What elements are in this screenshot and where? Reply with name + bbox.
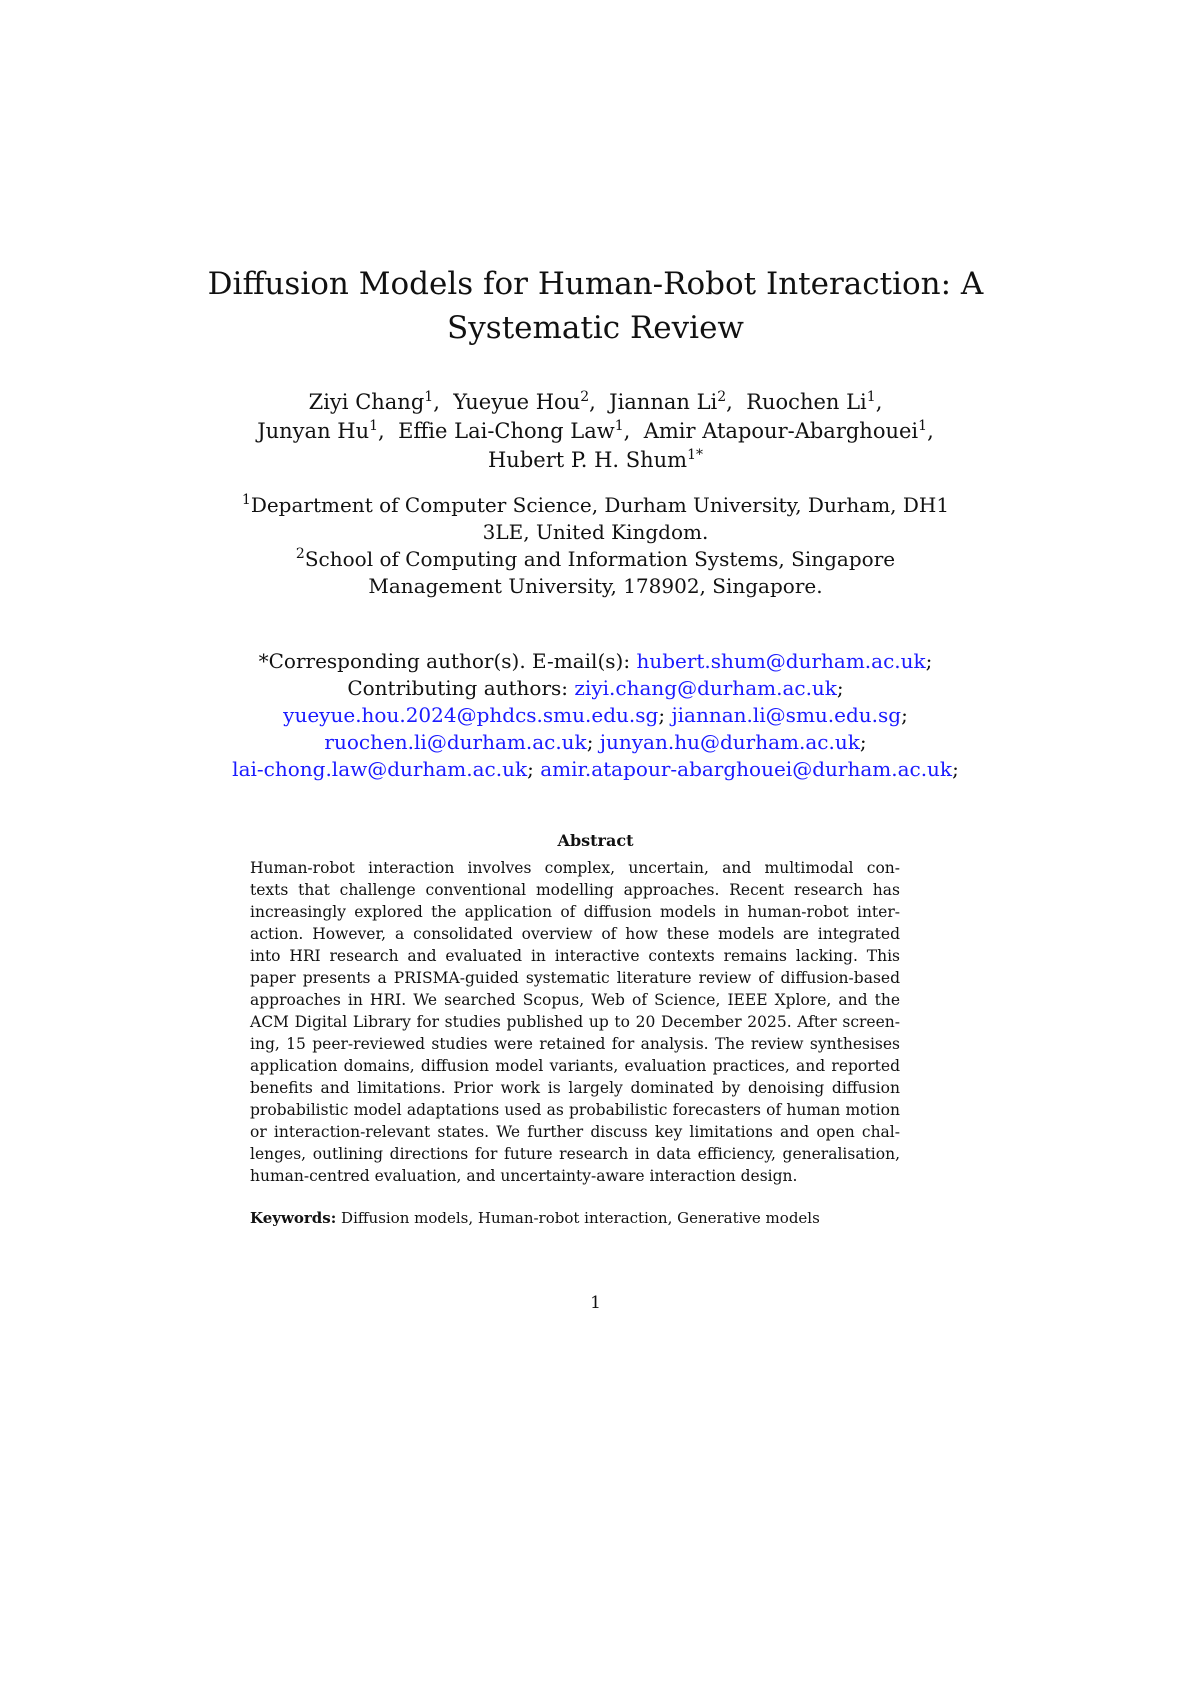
email-link[interactable]: junyan.hu@durham.ac.uk: [599, 730, 860, 754]
email-link[interactable]: ziyi.chang@durham.ac.uk: [574, 676, 837, 700]
abstract-line: application domains, diffusion model variants, evaluation practices, and reported: [250, 1057, 900, 1075]
abstract-line: probabilistic model adaptations used as probabilistic forecasters of human motion: [250, 1101, 900, 1119]
abstract-line: Human-robot interaction involves complex, uncertain, and multimodal con-: [250, 859, 900, 877]
abstract-heading: Abstract: [557, 831, 634, 850]
email-link[interactable]: jiannan.li@smu.edu.sg: [671, 703, 902, 727]
abstract-line: or interaction-relevant states. We further discuss key limitations and open chal-: [250, 1123, 900, 1141]
keywords: [250, 1209, 900, 1227]
affiliation: $^2$School of Computing and Information Systems, Singapore Management University, 178902, Singapore.: [295, 546, 896, 598]
email-link[interactable]: lai-chong.law@durham.ac.uk: [232, 757, 528, 781]
corresponding-email-link[interactable]: hubert.shum@durham.ac.uk: [636, 649, 926, 673]
title-line-1: Diffusion Models for Human-Robot Interaction: A: [207, 266, 984, 302]
author: Junyan Hu$^1$: [257, 418, 379, 443]
abstract-line: approaches in HRI. We searched Scopus, Web of Science, IEEE Xplore, and the: [250, 991, 900, 1009]
keywords-text: Diffusion models, Human-robot interaction, Generative models: [341, 1209, 820, 1227]
affiliation: $^1$Department of Computer Science, Durham University, Durham, DH1 3LE, United Kingdom.: [241, 492, 950, 544]
abstract-body: [250, 857, 900, 1187]
abstract-line: ACM Digital Library for studies published up to 20 December 2025. After screen-: [250, 1013, 900, 1031]
abstract-line: paper presents a PRISMA-guided systematic literature review of diffusion-based: [250, 969, 900, 987]
correspondence-block: *Corresponding author(s). E-mail(s): hubert.shum@durham.ac.uk; Contributing authors: ziyi.chang@durham.ac.uk; yueyue.hou.2024@phdcs.smu.edu.sg; jiannan.li@smu.edu.sg; ruochen.li@durham.ac.uk; junyan.hu@durham.ac.uk; lai-chong.law@durham.ac.uk; amir.atapour-abarghouei@durham.ac.uk;: [232, 649, 959, 781]
author: Hubert P. H. Shum$^{1*}$: [487, 447, 704, 472]
author: Amir Atapour-Abarghouei$^1$: [643, 418, 928, 443]
abstract-line: increasingly explored the application of diffusion models in human-robot inter-: [250, 903, 900, 921]
author: Yueyue Hou$^2$: [453, 389, 590, 414]
keywords-label: Keywords:: [250, 1209, 337, 1227]
email-link[interactable]: amir.atapour-abarghouei@durham.ac.uk: [540, 757, 953, 781]
page-number: 1: [590, 1293, 601, 1313]
abstract-line: human-centred evaluation, and uncertainty-aware interaction design.: [250, 1167, 798, 1185]
abstract-line: lenges, outlining directions for future research in data efficiency, generalisation,: [250, 1145, 900, 1163]
corresponding-label: *Corresponding author(s). E-mail(s):: [258, 649, 631, 673]
author-list: Ziyi Chang$^1$, Yueyue Hou$^2$, Jiannan Li$^2$, Ruochen Li$^1$, Junyan Hu$^1$, Effie Lai-Chong Law$^1$, Amir Atapour-Abarghouei$^1$, Hubert P. H. Shum$^{1*}$: [257, 389, 934, 472]
abstract-line: action. However, a consolidated overview of how these models are integrated: [250, 925, 900, 943]
abstract-line: benefits and limitations. Prior work is largely dominated by denoising diffusion: [250, 1079, 900, 1097]
abstract-line: into HRI research and evaluated in interactive contexts remains lacking. This: [250, 947, 900, 965]
contributing-label: Contributing authors:: [347, 676, 569, 700]
title-line-2: Systematic Review: [447, 310, 744, 346]
affiliation-list: [0, 492, 1191, 600]
paper-title: [0, 262, 1191, 350]
author: Ziyi Chang$^1$: [308, 389, 434, 414]
author: Ruochen Li$^1$: [746, 389, 876, 414]
email-link[interactable]: yueyue.hou.2024@phdcs.smu.edu.sg: [283, 703, 659, 727]
email-link[interactable]: ruochen.li@durham.ac.uk: [324, 730, 587, 754]
abstract-line: ing, 15 peer-reviewed studies were retained for analysis. The review synthesises: [250, 1035, 900, 1053]
author: Jiannan Li$^2$: [609, 389, 727, 414]
author: Effie Lai-Chong Law$^1$: [398, 418, 624, 443]
abstract-line: texts that challenge conventional modelling approaches. Recent research has: [250, 881, 900, 899]
